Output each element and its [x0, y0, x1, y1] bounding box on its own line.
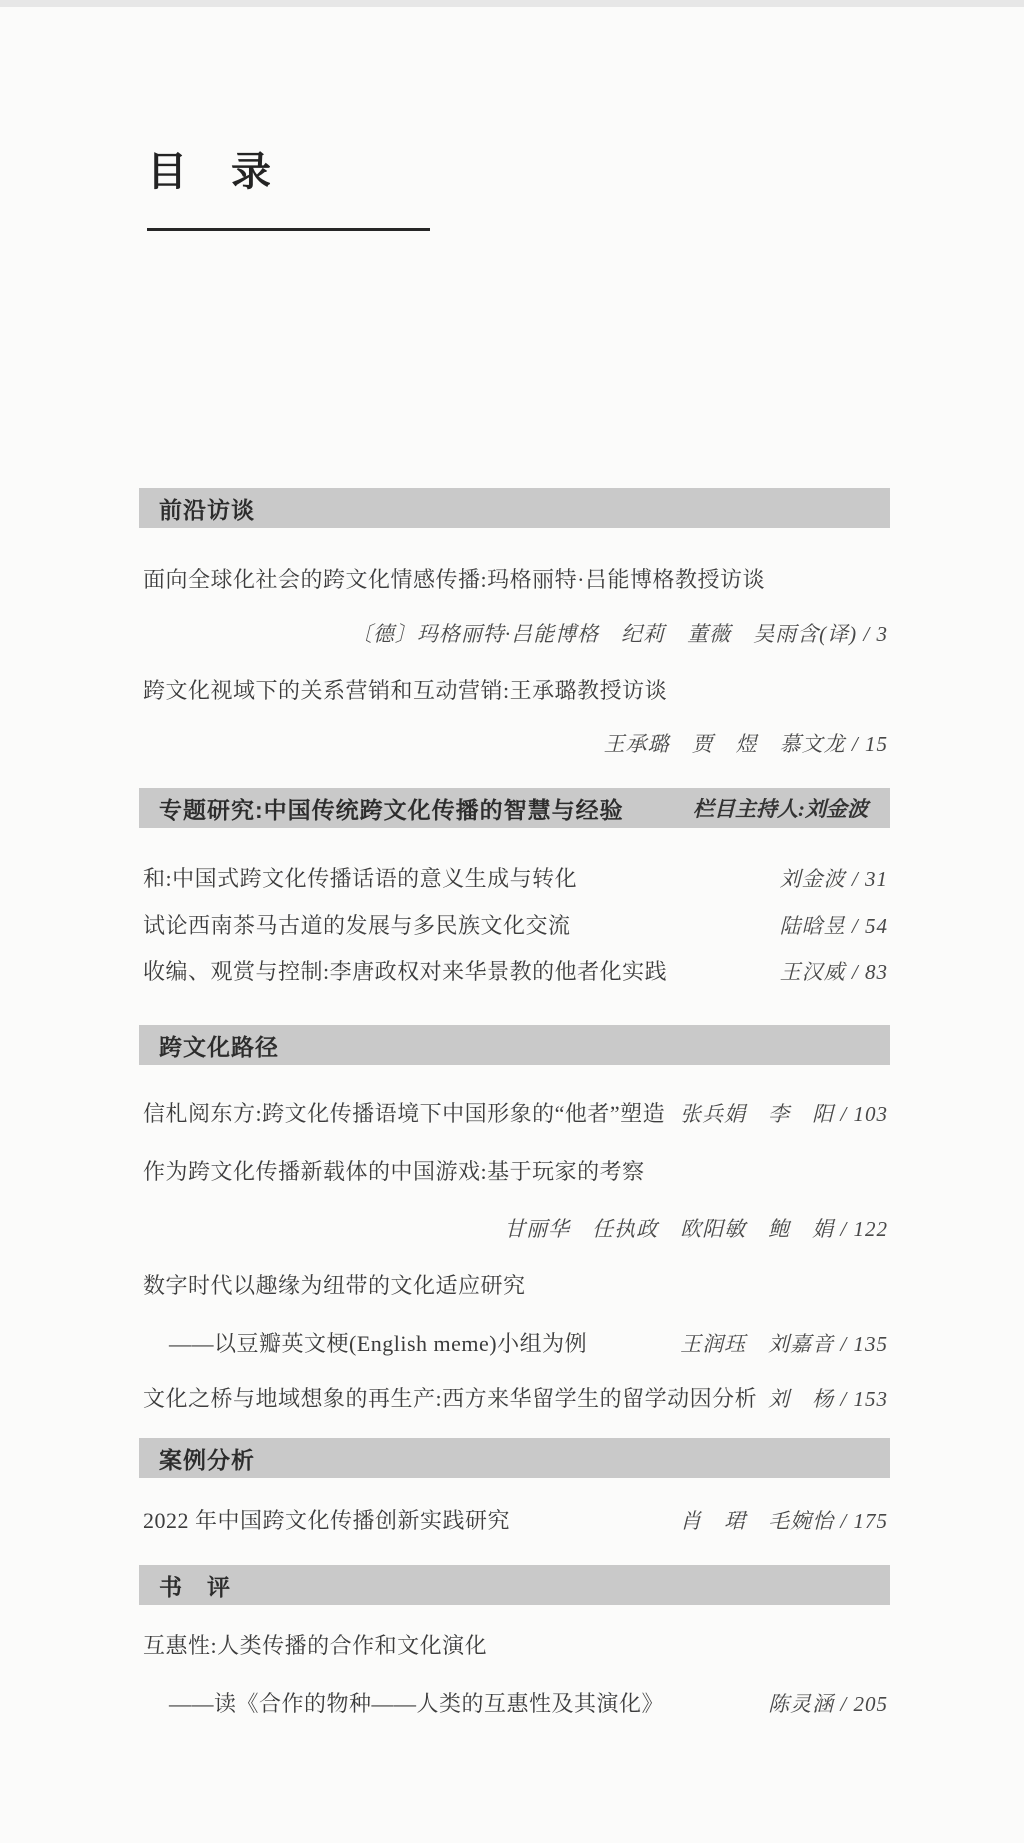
entry-authors-page: 王润珏 刘嘉音 / 135 [680, 1332, 888, 1356]
toc-entry [143, 565, 888, 595]
toc-entry [143, 1384, 888, 1414]
toc-entry-authors [143, 1214, 888, 1244]
section-bar-frontier-interviews [139, 488, 890, 528]
entry-authors-page: 肖 珺 毛婉怡 / 175 [680, 1509, 888, 1533]
entry-authors-page: 王汉威 / 83 [779, 960, 888, 984]
toc-entry [143, 957, 888, 987]
toc-entry [143, 1271, 888, 1301]
toc-entry [143, 676, 888, 706]
entry-authors-page: 甘丽华 任执政 欧阳敏 鲍 娟 / 122 [504, 1217, 888, 1241]
entry-title: 跨文化视域下的关系营销和互动营销:王承璐教授访谈 [143, 678, 668, 703]
entry-authors-page: 〔德〕玛格丽特·吕能博格 纪莉 董薇 吴雨含(译) / 3 [350, 622, 888, 646]
entry-authors-page: 陆晗昱 / 54 [779, 914, 888, 938]
toc-entry [143, 1157, 888, 1187]
section-label: 专题研究:中国传统跨文化传播的智慧与经验 [159, 796, 624, 823]
section-host-label: 栏目主持人:刘金波 [693, 797, 868, 821]
entry-authors-page: 王承璐 贾 煜 慕文龙 / 15 [603, 732, 888, 756]
entry-title: 2022 年中国跨文化传播创新实践研究 [143, 1508, 511, 1533]
entry-title: 面向全球化社会的跨文化情感传播:玛格丽特·吕能博格教授访谈 [143, 567, 765, 592]
toc-entry [143, 1631, 888, 1661]
section-label: 前沿访谈 [159, 496, 255, 523]
toc-entry [143, 911, 888, 941]
entry-authors-page: 刘金波 / 31 [779, 867, 888, 891]
entry-title: 收编、观赏与控制:李唐政权对来华景教的他者化实践 [143, 959, 668, 984]
entry-authors-page: 刘 杨 / 153 [768, 1387, 888, 1411]
toc-entry [143, 1099, 888, 1129]
section-bar-special-study [139, 788, 890, 828]
entry-subtitle: ——读《合作的物种——人类的互惠性及其演化》 [169, 1691, 665, 1716]
entry-title: 互惠性:人类传播的合作和文化演化 [143, 1633, 488, 1658]
toc-entry-authors [143, 729, 888, 759]
section-label: 书 评 [159, 1573, 231, 1600]
entry-title: 文化之桥与地域想象的再生产:西方来华留学生的留学动因分析 [143, 1386, 758, 1411]
section-bar-intercultural-paths [139, 1025, 890, 1065]
entry-title: 数字时代以趣缘为纽带的文化适应研究 [143, 1273, 526, 1298]
entry-title: 作为跨文化传播新载体的中国游戏:基于玩家的考察 [143, 1159, 645, 1184]
section-label: 案例分析 [159, 1446, 255, 1473]
section-bar-book-review [139, 1565, 890, 1605]
toc-entry [143, 864, 888, 894]
toc-content [139, 0, 890, 1843]
entry-title: 信札阅东方:跨文化传播语境下中国形象的“他者”塑造 [143, 1101, 666, 1126]
section-bar-case-analysis [139, 1438, 890, 1478]
entry-title: 和:中国式跨文化传播话语的意义生成与转化 [143, 866, 578, 891]
entry-subtitle: ——以豆瓣英文梗(English meme)小组为例 [169, 1331, 588, 1356]
toc-entry-subtitle [143, 1329, 888, 1359]
toc-entry [143, 1506, 888, 1536]
toc-entry-subtitle [143, 1689, 888, 1719]
page-title: 目 录 [147, 150, 273, 194]
section-label: 跨文化路径 [159, 1033, 279, 1060]
entry-title: 试论西南茶马古道的发展与多民族文化交流 [143, 913, 571, 938]
toc-entry-authors [143, 619, 888, 649]
entry-authors-page: 张兵娟 李 阳 / 103 [680, 1102, 888, 1126]
entry-authors-page: 陈灵涵 / 205 [768, 1692, 888, 1716]
